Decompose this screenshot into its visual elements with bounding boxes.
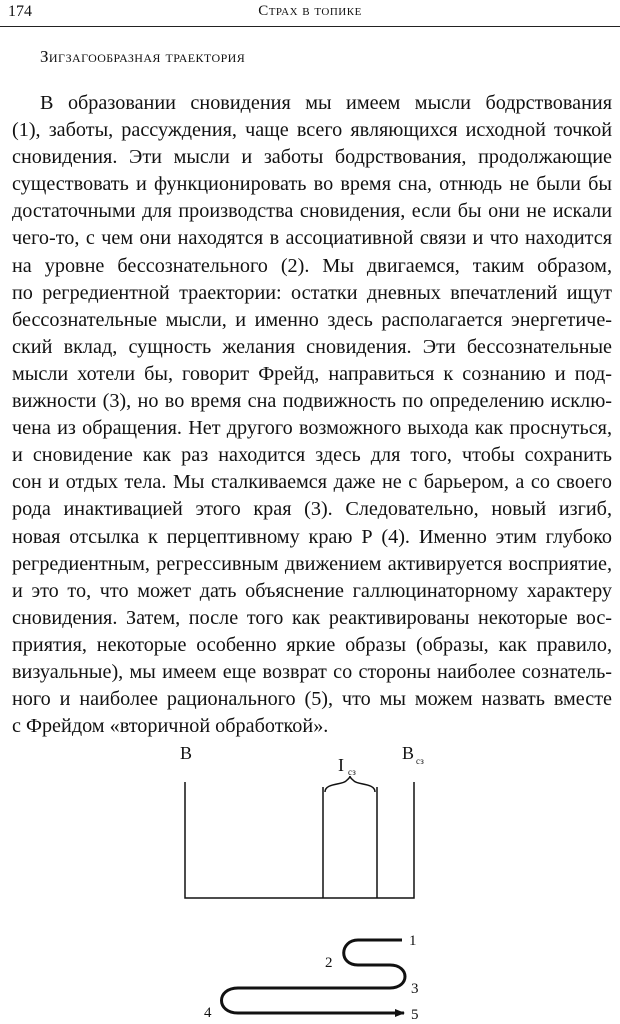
body-line: сон и отдых тела. Мы сталкиваемся даже не с барьером, а со своего: [12, 471, 612, 494]
label-b-right: В: [402, 743, 415, 763]
label-b: В: [180, 743, 193, 763]
figure: [0, 735, 620, 1024]
body-line: с Фрейдом «вторичной обработкой».: [12, 715, 329, 738]
running-title: Страх в топике: [258, 3, 362, 19]
body-line: приятия, некоторые особенно яркие образы (образы, как правило,: [12, 633, 612, 656]
header-rule: [0, 26, 620, 27]
body-text: [12, 90, 612, 740]
body-line: и это то, что может дать объяснение галлюцинаторному характеру: [12, 579, 612, 602]
body-line: на уровне бессознательного (2). Мы двигаемся, таким образом,: [12, 254, 612, 277]
section-heading: Зигзагообразная траектория: [40, 47, 246, 66]
label-i-sub: сз: [348, 767, 356, 777]
body-line: чена из обращения. Нет другого возможного выхода как проснуться,: [12, 417, 612, 440]
body-line: бессознательные мысли, и именно здесь располагается энергетиче-: [12, 308, 612, 331]
body-line: (1), заботы, рассуждения, чаще всего являющихся исходной точкой: [12, 119, 612, 142]
body-line: достаточными для производства сновидения, если бы они не искали: [12, 200, 612, 223]
figure-diagram: [0, 735, 620, 1024]
body-line: вижности (3), но во время сна подвижность по определению исклю-: [12, 390, 612, 413]
body-line: мысли хотели бы, говорит Фрейд, направиться к сознанию и под-: [12, 362, 612, 385]
page-number: 174: [8, 3, 32, 20]
body-line: визуальные), мы имеем еще возврат со стороны наиболее сознатель-: [12, 660, 612, 683]
body-line: регредиентным, регрессивным движением активируется восприятие,: [12, 552, 612, 575]
path-label-2: 2: [325, 955, 333, 971]
body-line: по регредиентной траектории: остатки дневных впечатлений ищут: [12, 281, 612, 304]
container-outline: [185, 782, 414, 898]
body-line: новая отсылка к перцептивному краю Ρ (4). Именно этим глубоко: [12, 525, 612, 548]
curly-brace: [325, 776, 375, 792]
body-line: чего-то, с чем они находятся в ассоциативной связи и что находится: [12, 227, 612, 250]
path-label-3: 3: [411, 981, 419, 997]
body-line: ного и наиболее рационального (5), что мы можем назвать вместе: [12, 688, 612, 711]
label-b-right-sub: сз: [416, 756, 424, 766]
body-line: сновидения. Затем, после того как реактивированы некоторые вос-: [12, 606, 612, 629]
body-line: и сновидение как раз находится здесь для того, чтобы сохранить: [12, 444, 612, 467]
body-line: ский вклад, сущность желания сновидения. Эти бессознательные: [12, 335, 612, 358]
label-i: I: [338, 755, 344, 775]
body-line: рода инактивацией этого края (3). Следовательно, новый изгиб,: [12, 498, 612, 521]
zigzag-trajectory: [222, 940, 406, 1013]
body-line: сновидения. Эти мысли и заботы бодрствования, продолжающие: [12, 146, 612, 169]
body-line: В образовании сновидения мы имеем мысли бодрствования: [40, 92, 612, 114]
body-line: существовать и функционировать во время сна, отнюдь не были бы: [12, 173, 612, 196]
path-label-4: 4: [204, 1005, 212, 1021]
page-header: [0, 0, 620, 28]
path-label-1: 1: [409, 933, 417, 949]
path-label-5: 5: [411, 1007, 419, 1023]
